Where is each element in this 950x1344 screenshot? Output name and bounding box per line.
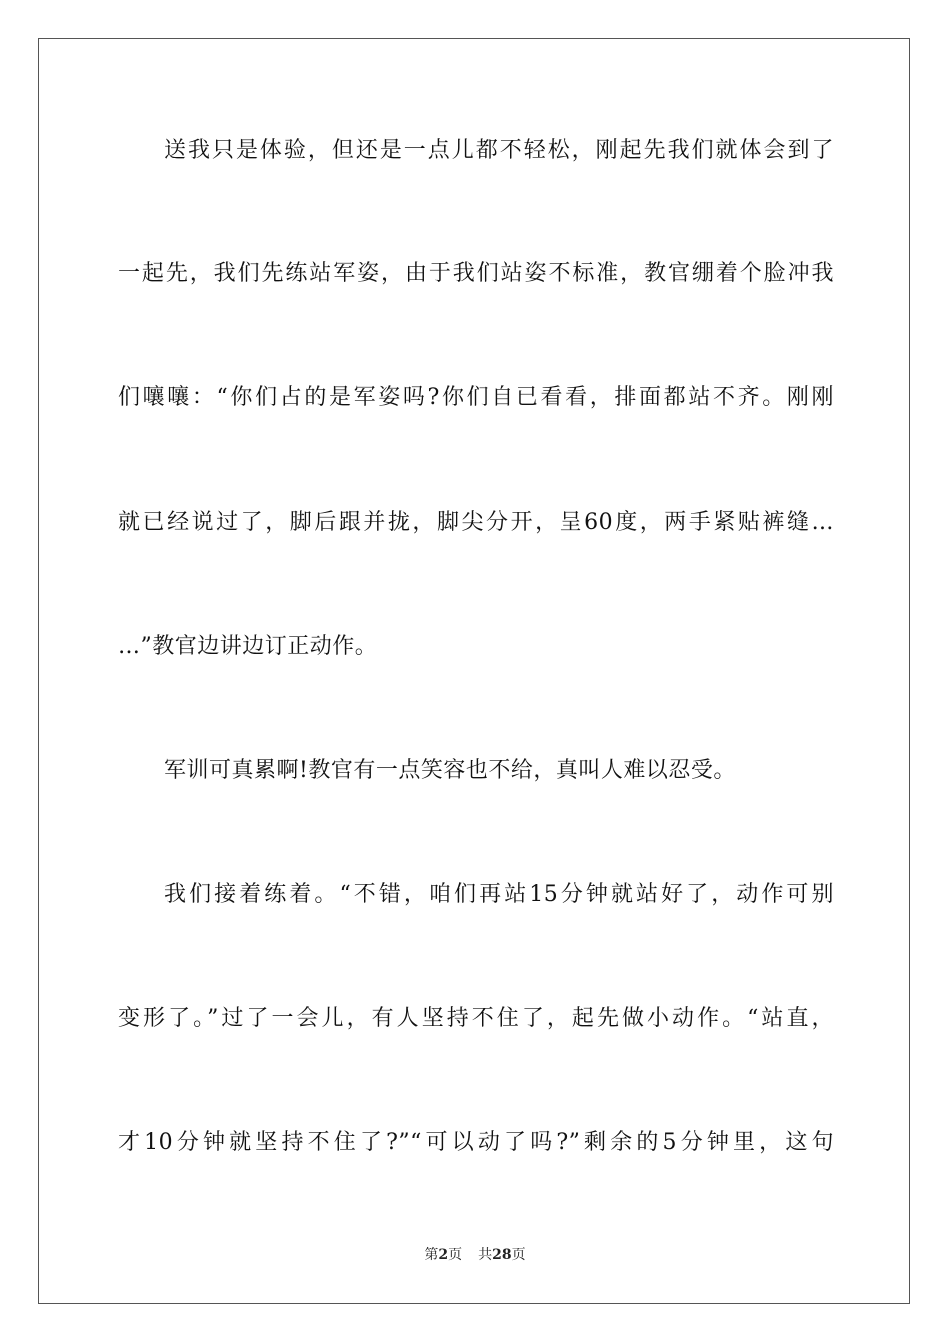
total-prefix: 共 [478, 1247, 493, 1263]
total-suffix: 页 [511, 1247, 526, 1263]
text-line: 军训可真累啊!教官有一点笑容也不给，真叫人难以忍受。 [164, 758, 736, 783]
text-line: 就已经说过了，脚后跟并拢，脚尖分开，呈60度，两手紧贴裤缝… [118, 510, 834, 535]
text-line: …”教官边讲边订正动作。 [118, 634, 378, 659]
text-line: 变形了。”过了一会儿，有人坚持不住了，起先做小动作。“站直， [118, 1006, 834, 1031]
text-line: 们嚷嚷：“你们占的是军姿吗?你们自已看看，排面都站不齐。刚刚 [118, 385, 834, 410]
page-suffix: 页 [448, 1247, 463, 1263]
page-prefix: 第 [424, 1247, 439, 1263]
text-line: 才10分钟就坚持不住了?”“可以动了吗?”剩余的5分钟里，这句 [118, 1130, 834, 1155]
text-line: 送我只是体验，但还是一点儿都不轻松，刚起先我们就体会到了 [164, 138, 834, 163]
page-footer [0, 1245, 950, 1265]
page-number: 2 [438, 1247, 449, 1263]
text-line: 一起先，我们先练站军姿，由于我们站姿不标准，教官绷着个脸冲我 [118, 261, 834, 286]
total-pages: 28 [492, 1247, 512, 1263]
page-border [38, 38, 910, 1304]
text-line: 我们接着练着。“不错，咱们再站15分钟就站好了，动作可别 [164, 882, 834, 907]
